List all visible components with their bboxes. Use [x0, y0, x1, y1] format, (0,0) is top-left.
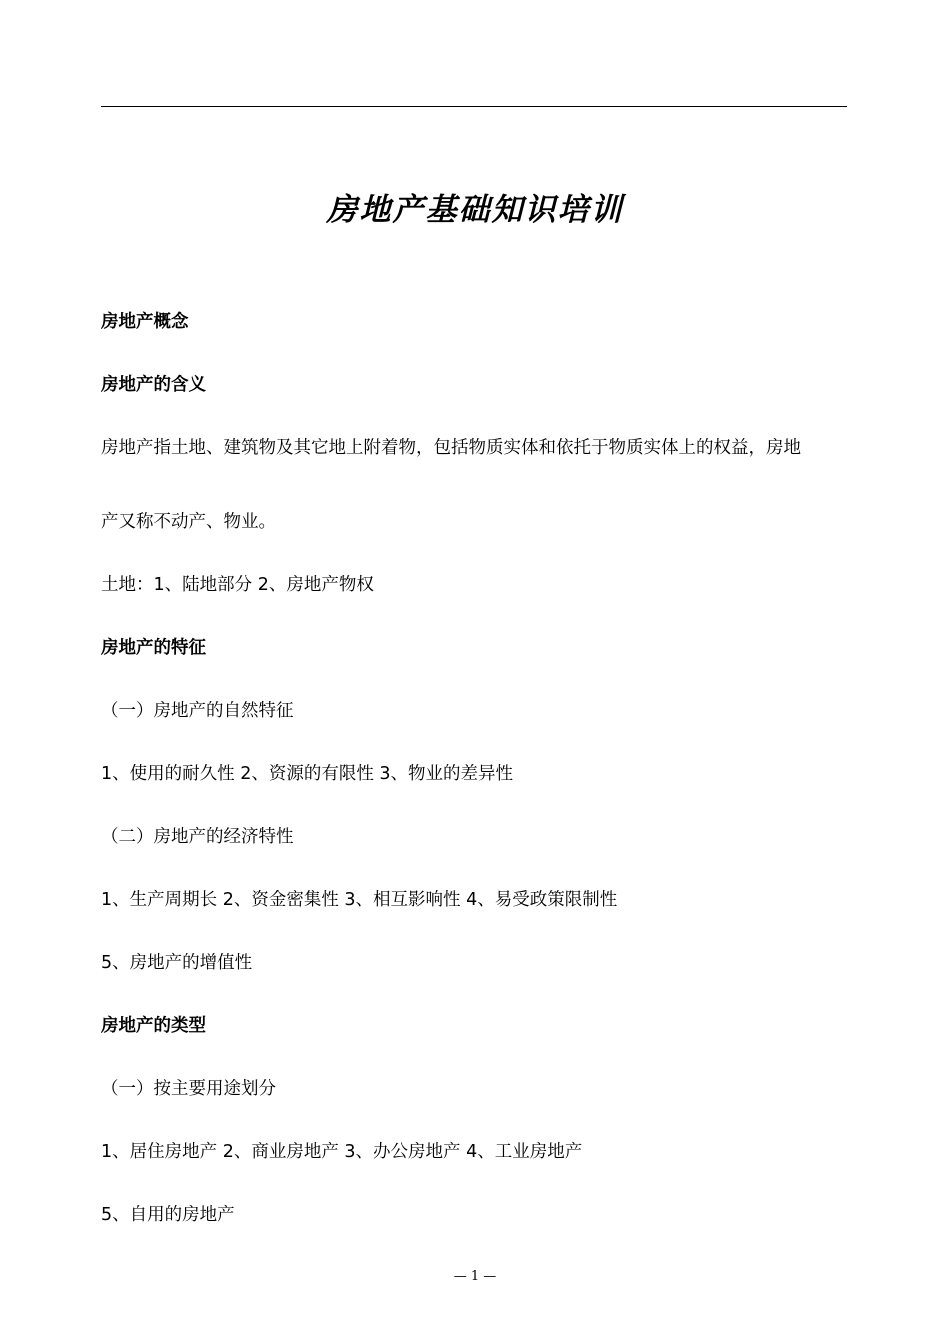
heading-types: 房地产的类型 — [101, 1016, 206, 1036]
usage-types-list-continued: 5、自用的房地产 — [101, 1205, 235, 1225]
page-number: — 1 — — [453, 1269, 497, 1284]
header-rule — [101, 106, 847, 107]
subheading-by-usage: （一）按主要用途划分 — [101, 1079, 276, 1099]
economic-features-list-continued: 5、房地产的增值性 — [101, 953, 253, 973]
natural-features-list: 1、使用的耐久性 2、资源的有限性 3、物业的差异性 — [101, 764, 514, 784]
paragraph-definition-line1: 房地产指土地、建筑物及其它地上附着物，包括物质实体和依托于物质实体上的权益，房地 — [101, 438, 801, 458]
subheading-economic-features: （二）房地产的经济特性 — [101, 827, 294, 847]
heading-features: 房地产的特征 — [101, 638, 206, 658]
paragraph-definition-line2: 产又称不动产、物业。 — [101, 512, 276, 532]
heading-concept: 房地产概念 — [101, 312, 189, 332]
subheading-natural-features: （一）房地产的自然特征 — [101, 701, 294, 721]
land-items: 土地：1、陆地部分 2、房地产物权 — [101, 575, 374, 595]
economic-features-list: 1、生产周期长 2、资金密集性 3、相互影响性 4、易受政策限制性 — [101, 890, 618, 910]
document-title: 房地产基础知识培训 — [326, 192, 624, 228]
heading-meaning: 房地产的含义 — [101, 375, 206, 395]
usage-types-list: 1、居住房地产 2、商业房地产 3、办公房地产 4、工业房地产 — [101, 1142, 583, 1162]
